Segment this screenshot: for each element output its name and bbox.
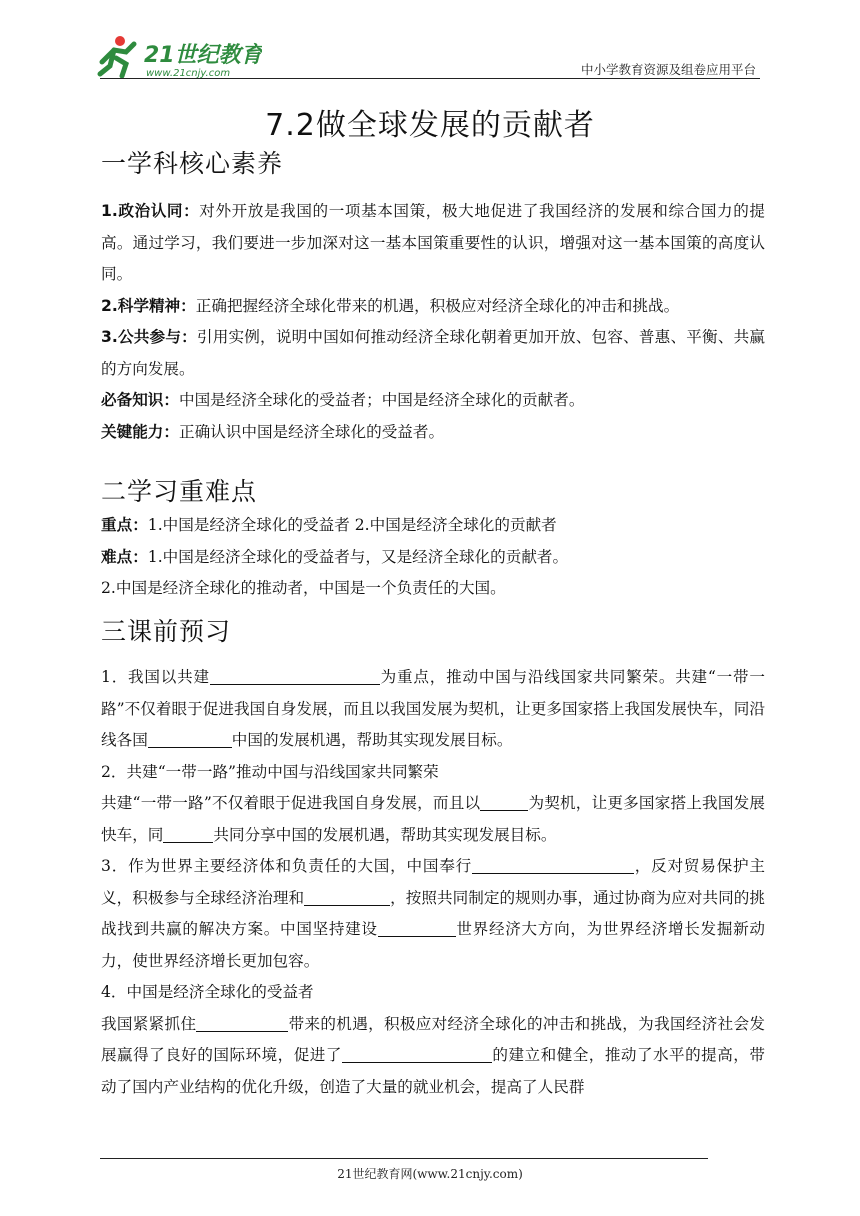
header-platform-name: 中小学教育资源及组卷应用平台: [580, 62, 756, 77]
blank-answer-field[interactable]: [304, 887, 390, 906]
question-text: 带来的机遇，积极应对经济全球化的冲击和挑战，为我国经济社会发展赢得了良好的国际环境，促进了: [101, 1014, 765, 1064]
blank-answer-field[interactable]: [148, 729, 232, 748]
question-text: 中国的发展机遇，帮助其实现发展目标。: [231, 731, 513, 749]
question-text: ，按照共同制定的规则办事，通过协商为应对共同的挑战找到共赢的解决方案。中国坚持建设: [101, 888, 765, 938]
question-text: 共同分享中国的发展机遇，帮助其实现发展目标。: [213, 825, 557, 844]
key-points-block: [101, 510, 765, 605]
item-text: 正确把握经济全球化带来的机遇，积极应对经济全球化的冲击和挑战。: [195, 296, 680, 315]
item-label: 1.政治认同：: [101, 202, 200, 220]
question-2-title: 2．共建“一带一路”推动中国与沿线国家共同繁荣: [101, 762, 439, 781]
item-label: 2.科学精神：: [101, 296, 196, 315]
question-text: 水平的提高，带动了国内产业结构的优化升级，创造了大量的就业机会，提高了人民群: [101, 1046, 765, 1096]
question-text: 的建立和健全，推动了: [491, 1046, 653, 1064]
preview-block: [101, 662, 765, 1103]
item-text: 2.中国是经济全球化的推动者，中国是一个负责任的大国。: [101, 579, 506, 597]
section-heading-core: 一学科核心素养: [101, 149, 284, 178]
question-text: 共建“一带一路”不仅着眼于促进我国自身发展，而且以: [101, 794, 481, 812]
item-label: 必备知识：: [101, 391, 179, 409]
logo-url: www.21cnjy.com: [146, 68, 231, 79]
question-text: 3．作为世界主要经济体和负责任的大国，中国奉行: [101, 857, 472, 875]
core-item-5: [101, 417, 765, 449]
key-item-1: [101, 510, 765, 542]
question-4-title: 4．中国是经济全球化的受益者: [101, 983, 314, 1001]
section-heading-key-points: 二学习重难点: [101, 477, 258, 506]
item-text: 1.中国是经济全球化的受益者 2.中国是经济全球化的贡献者: [147, 516, 557, 534]
question-3: [101, 851, 765, 977]
blank-answer-field[interactable]: [163, 824, 213, 843]
question-2: [101, 788, 765, 851]
blank-answer-field[interactable]: [378, 918, 456, 937]
item-label: 重点：: [101, 516, 148, 534]
core-item-2: [101, 291, 765, 323]
question-text: 我国紧紧抓住: [101, 1014, 197, 1033]
key-item-2: [101, 542, 765, 574]
site-logo[interactable]: [92, 32, 262, 80]
core-item-3: [101, 322, 765, 385]
footer-divider: [100, 1158, 708, 1159]
runner-logo-icon: [92, 32, 262, 80]
item-label: 难点：: [101, 547, 148, 566]
section-heading-preview: 三课前预习: [101, 617, 232, 646]
blank-answer-field[interactable]: [196, 1013, 288, 1032]
question-text: 世界经济大方向，为世界经济增长发掘新动力，使世界经济增长更加包容。: [101, 920, 765, 970]
question-text: ，反对贸易保护主义，积极参与全球经济治理和: [101, 857, 765, 907]
blank-answer-field[interactable]: [472, 855, 634, 874]
item-label: 3.公共参与：: [101, 328, 197, 346]
blank-answer-field[interactable]: [480, 792, 528, 811]
item-text: 引用实例，说明中国如何推动经济全球化朝着更加开放、包容、普惠、平衡、共赢的方向发展。: [101, 328, 765, 378]
blank-answer-field[interactable]: [210, 666, 380, 685]
header-divider: [100, 78, 760, 79]
core-item-1: [101, 196, 765, 291]
page-title: 7.2做全球发展的贡献者: [265, 108, 595, 143]
logo-text: 21世纪教育: [144, 43, 262, 68]
item-text: 正确认识中国是经济全球化的受益者。: [178, 422, 445, 441]
blank-answer-field[interactable]: [342, 1044, 492, 1063]
key-item-3: [101, 573, 765, 605]
item-text: 对外开放是我国的一项基本国策，极大地促进了我国经济的发展和综合国力的提高。通过学习，我们要进一步加深对这一基本国策重要性的认识，增强对这一基本国策的高度认同。: [101, 202, 765, 283]
question-text: 为契机，让更多国家搭上我国发展快车，同: [101, 794, 765, 844]
question-1: [101, 662, 765, 757]
item-text: 中国是经济全球化的受益者；中国是经济全球化的贡献者。: [178, 391, 585, 409]
item-text: 1.中国是经济全球化的受益者与，又是经济全球化的贡献者。: [147, 547, 569, 566]
question-text: 为重点，推动中国与沿线国家共同繁荣。共建“一带一路”不仅着眼于促进我国自身发展，而且以我国发展为契机，让更多国家搭上我国发展快车，同沿线各国: [101, 668, 765, 749]
core-item-4: [101, 385, 765, 417]
footer-link[interactable]: 21世纪教育网(www.21cnjy.com): [337, 1167, 523, 1181]
core-literacy-block: [101, 196, 765, 448]
question-text: 1．我国以共建: [101, 668, 210, 686]
question-4: [101, 1009, 765, 1104]
item-label: 关键能力：: [101, 422, 179, 441]
